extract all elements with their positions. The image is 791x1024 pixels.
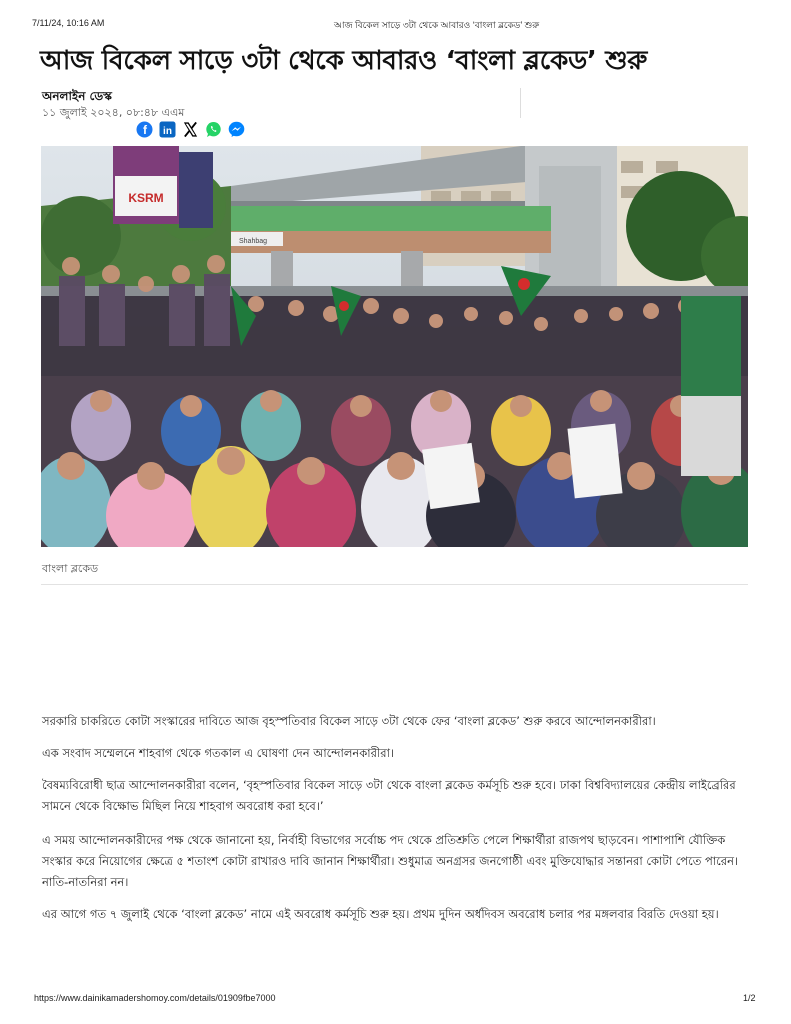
paragraph: এ সময় আন্দোলনকারীদের পক্ষ থেকে জানানো হয়, নির্বাহী বিভাগের সর্বোচ্চ পদ থেকে প্রতিশ্রুতি পেলে শিক্ষার্থীরা রাজপথ ছাড়বেন। পাশাপাশি যৌক্তিক সংস্কার করে নিয়োগের ক্ষেত্রে ৫ শতাংশ কোটা রাখারও দাবি জানান শিক্ষার্থীরা। শুধুমাত্র অনগ্রসর জনগোষ্ঠী এবং মুক্তিযোদ্ধার সন্তানরা কোটা পেতে পারেন। নাতি-নাতনিরা নন। [42, 833, 739, 889]
print-page-number: 1/2 [743, 993, 756, 1003]
station-sign-text: Shahbag [238, 238, 268, 245]
paragraph: সরকারি চাকরিতে কোটা সংস্কারের দাবিতে আজ বৃহস্পতিবার বিকেল সাড়ে ৩টা থেকে ফের ‘বাংলা ব্লকেড’ শুরু করবে আন্দোলনকারীরা। [42, 714, 656, 728]
article-headline: আজ বিকেল সাড়ে ৩টা থেকে আবারও ‘বাংলা ব্লকেড’ শুরু [40, 46, 647, 76]
article-photo [41, 146, 748, 547]
print-page-title: আজ বিকেল সাড়ে ৩টা থেকে আবারও ‘বাংলা ব্লকেড’ শুরু [334, 20, 540, 30]
protest-photo-illustration [41, 146, 748, 547]
divider [520, 88, 521, 118]
paragraph: এক সংবাদ সম্মেলনে শাহবাগ থেকে গতকাল এ ঘোষণা দেন আন্দোলনকারীরা। [42, 746, 395, 760]
print-footer-url[interactable]: https://www.dainikamadershomoy.com/details/01909fbe7000 [34, 993, 276, 1003]
store-sign-text: KSRM [128, 191, 164, 205]
print-date-time: 7/11/24, 10:16 AM [32, 18, 105, 28]
photo-caption: বাংলা ব্লকেড [42, 562, 99, 575]
paragraph: এর আগে গত ৭ জুলাই থেকে ‘বাংলা ব্লকেড’ নামে এই অবরোধ কর্মসূচি শুরু হয়। প্রথম দুদিন অর্ধদিবস অবরোধ চলার পর মঙ্গলবার বিরতি দেওয়া হয়। [42, 907, 719, 921]
facebook-icon[interactable] [136, 121, 153, 138]
messenger-icon[interactable] [228, 121, 245, 138]
article-body [42, 711, 754, 936]
caption-divider [41, 584, 748, 585]
publish-date: ১১ জুলাই ২০২৪, ০৮:৪৮ এএম [42, 106, 185, 119]
author-name[interactable]: অনলাইন ডেস্ক [42, 89, 112, 103]
linkedin-icon[interactable] [159, 121, 176, 138]
x-icon[interactable] [182, 121, 199, 138]
paragraph: বৈষম্যবিরোধী ছাত্র আন্দোলনকারীরা বলেন, ‘বৃহস্পতিবার বিকেল সাড়ে ৩টা থেকে বাংলা ব্লকেড কর্মসূচি শুরু হবে। ঢাকা বিশ্ববিদ্যালয়ের কেন্দ্রীয় লাইব্রেরির সামনে থেকে বিক্ষোভ মিছিল নিয়ে শাহবাগ অবরোধ করা হবে।’ [42, 778, 736, 813]
svg-text:f: f [143, 123, 147, 138]
whatsapp-icon[interactable] [205, 121, 222, 138]
share-bar [136, 121, 245, 138]
svg-text:in: in [163, 125, 172, 137]
